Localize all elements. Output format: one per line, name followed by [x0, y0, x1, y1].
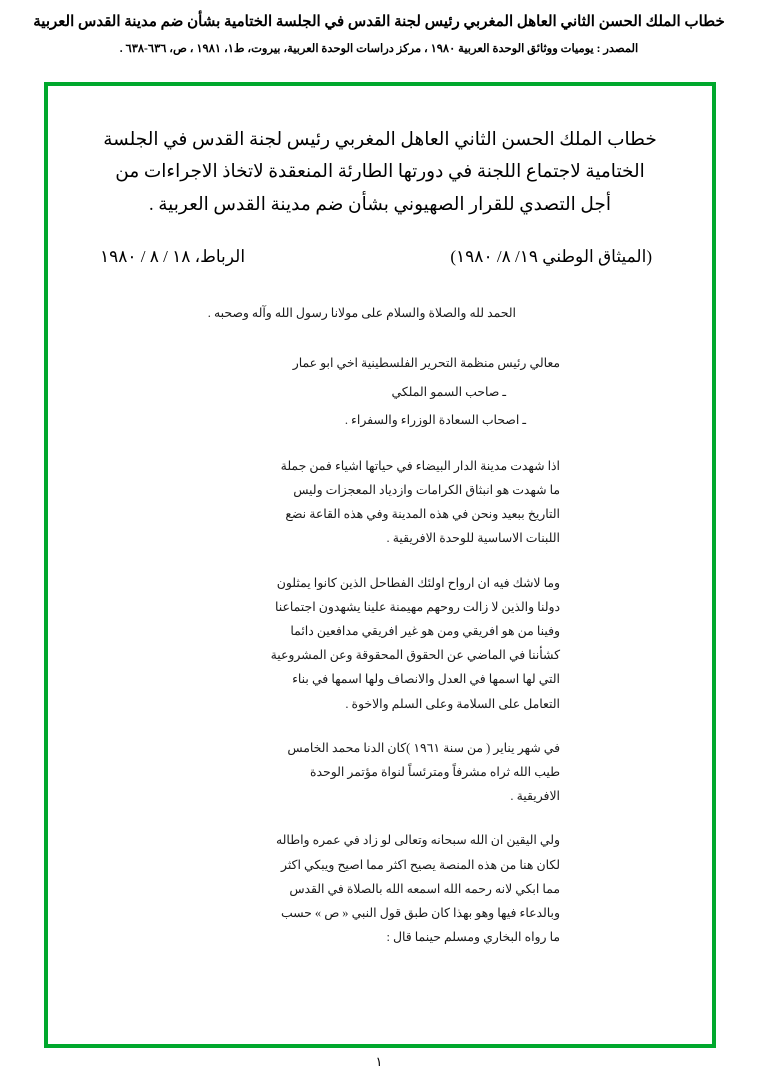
dateline-source-reference: (الميثاق الوطني ١٩/ ٨/ ١٩٨٠)	[450, 247, 652, 267]
document-title: خطاب الملك الحسن الثاني العاهل المغربي رئيس لجنة القدس في الجلسة الختامية بشأن ضم مدينة القدس العربية	[33, 14, 725, 30]
paragraph-basmala: الحمد لله والصلاة والسلام على مولانا رسول الله وآله وصحبه .	[207, 306, 516, 321]
speech-heading: خطاب الملك الحسن الثاني العاهل المغربي رئيس لجنة القدس في الجلسة الختامية لاجتماع اللجنة في دورتها الطارئة المنعقدة لاتخاذ الاجراءات من أجل التصدي للقرار الصهيوني بشأن ضم مدينة القدس العربية .	[103, 130, 657, 215]
frame-content	[48, 86, 712, 1044]
paragraph-addressee-3: ـ اصحاب السعادة الوزراء والسفراء .	[344, 412, 526, 427]
paragraph-body-4: ولي اليقين ان الله سبحانه وتعالى لو زاد في عمره واطاله لكان هنا من هذه المنصة يصيح اكثر مما اصيح ويبكي اكثر مما ابكي لانه رحمه الله اسمعه الله بالصلاة في القدس وبالدعاء فيها وهو بهذا كان طبق قول النبي « ص » حسب ما رواه البخاري ومسلم حينما قال :	[276, 833, 560, 945]
paragraph-body-2: وما لاشك فيه ان ارواح اولئك الفطاحل الذين كانوا يمثلون دولنا والذين لا زالت روحهم مهيمنة علينا يشهدون اجتماعنا وفينا من هو افريقي ومن هو غير افريقي مدافعين دائما كشأننا في الماضي عن الحقوق المحقوقة وعن المشروعية التي لها اسمها في العدل والانصاف ولها اسمها في بناء التعامل على السلامة وعلى السلم والاخوة .	[270, 575, 560, 711]
green-frame	[44, 82, 716, 1048]
paragraph-addressee-2: ـ صاحب السمو الملكي	[391, 384, 506, 399]
page-number: ١	[375, 1054, 383, 1069]
dateline-place-date: الرباط، ١٨ / ٨ / ١٩٨٠	[100, 247, 246, 267]
paragraph-body-1: اذا شهدت مدينة الدار البيضاء في حياتها اشياء فمن جملة ما شهدت هو انبثاق الكرامات وازدياد المعجزات وليس التاريخ ببعيد ونحن في هذه المدينة وفي هذه القاعة نضع اللبنات الاساسية للوحدة الافريقية .	[280, 458, 560, 546]
document-source-line: المصدر : يوميات ووثائق الوحدة العربية ١٩٨٠ ، مركز دراسات الوحدة العربية، بيروت، ط١، ١٩٨١ ، ص، ٦٣٦-٦٣٨ .	[119, 42, 639, 55]
paragraph-addressee-1: معالي رئيس منظمة التحرير الفلسطينية اخي ابو عمار	[292, 356, 560, 371]
dateline	[94, 247, 666, 267]
document-header	[0, 0, 758, 57]
speech-body	[94, 301, 666, 949]
paragraph-body-3: في شهر يناير ( من سنة ١٩٦١ )كان الدنا محمد الخامس طيب الله ثراه مشرفاً ومترئساً لنواة مؤتمر الوحدة الافريقية .	[287, 740, 560, 804]
